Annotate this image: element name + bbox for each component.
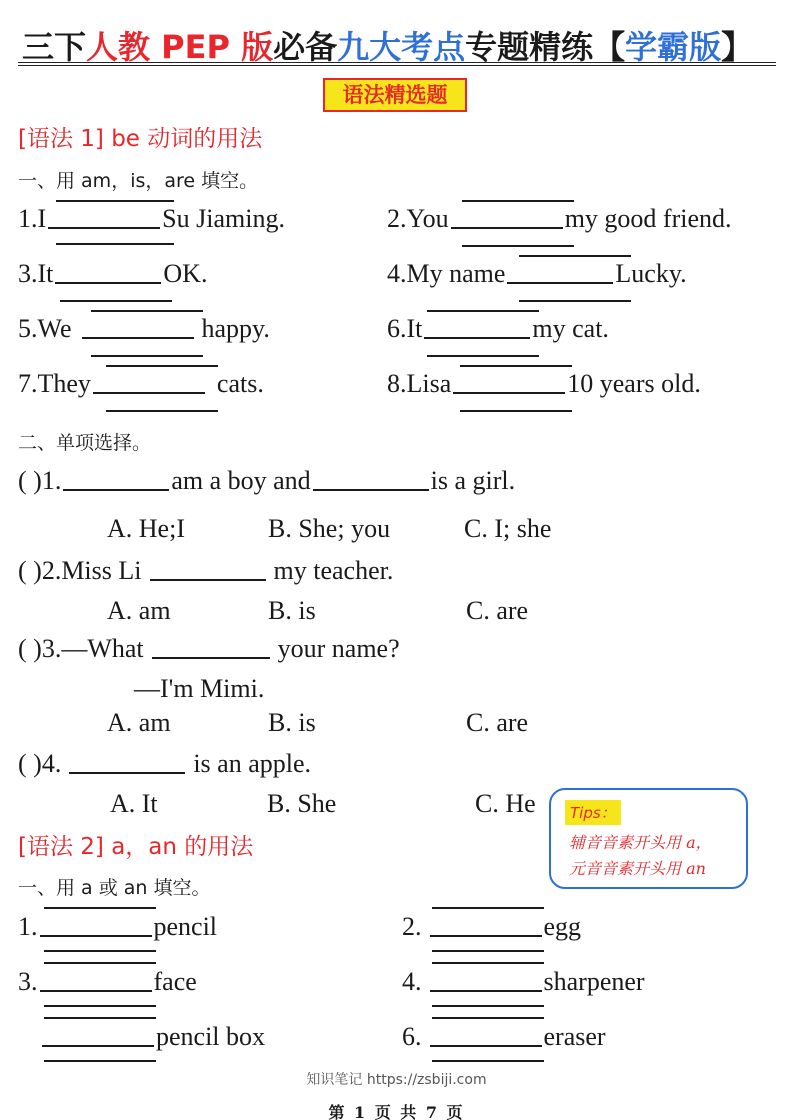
guide-line	[460, 365, 572, 367]
option-b[interactable]: B. She; you	[268, 514, 391, 543]
question-prefix: 2.You	[387, 204, 449, 233]
title-part-5: 专题精练【	[465, 28, 626, 66]
title-part-1: 三下	[22, 28, 87, 66]
question-suffix: my cat.	[532, 314, 609, 343]
answer-blank[interactable]	[313, 469, 429, 491]
option-a[interactable]: A. He;I	[107, 514, 185, 543]
guide-line	[427, 310, 539, 312]
answer-blank[interactable]	[430, 970, 542, 992]
section-2-part-1-heading: 一、用 a 或 an 填空。	[18, 877, 211, 899]
answer-blank[interactable]	[69, 752, 185, 774]
fill-question-5	[18, 314, 270, 344]
section-1-part-2-heading: 二、单项选择。	[18, 432, 152, 454]
section-1-part-1-heading: 一、用 am，is，are 填空。	[18, 170, 259, 192]
section-2-heading: [语法 2] a，an 的用法	[18, 834, 254, 860]
guide-line	[106, 410, 218, 412]
option-c[interactable]: C. He	[475, 789, 536, 818]
guide-line	[44, 950, 156, 952]
question-suffix: is an apple.	[193, 749, 312, 778]
fill-article-2	[402, 912, 581, 942]
guide-line	[44, 1060, 156, 1062]
subtitle-badge: 语法精选题	[323, 78, 467, 112]
answer-blank[interactable]	[451, 207, 563, 229]
guide-line	[519, 300, 631, 302]
tips-box	[549, 788, 748, 889]
question-prefix: 7.They	[18, 369, 91, 398]
guide-line	[432, 1005, 544, 1007]
mc-question-1	[18, 466, 515, 496]
answer-blank[interactable]	[82, 317, 194, 339]
question-suffix: Lucky.	[615, 259, 687, 288]
answer-blank[interactable]	[48, 207, 160, 229]
guide-line	[44, 907, 156, 909]
guide-line	[462, 200, 574, 202]
question-suffix: is a girl.	[430, 466, 516, 495]
guide-line	[432, 1060, 544, 1062]
question-prefix: 3.It	[18, 259, 54, 288]
fill-article-6	[402, 1022, 606, 1052]
question-suffix: sharpener	[543, 967, 645, 996]
fill-article-3	[18, 967, 197, 997]
watermark-url: 知识笔记 https://zsbiji.com	[306, 1072, 487, 1088]
tips-line-1: 辅音音素开头用 a，	[569, 833, 712, 852]
title-part-7: 】	[721, 28, 754, 66]
fill-question-4	[387, 259, 687, 289]
guide-line	[432, 907, 544, 909]
question-suffix: pencil box	[156, 1022, 266, 1051]
answer-blank[interactable]	[453, 372, 565, 394]
fill-article-4	[402, 967, 645, 997]
answer-line: —I'm Mimi.	[134, 674, 265, 703]
question-suffix: OK.	[163, 259, 208, 288]
question-suffix: face	[153, 967, 197, 996]
fill-question-6	[387, 314, 609, 344]
answer-blank[interactable]	[150, 559, 266, 581]
question-suffix: 10 years old.	[567, 369, 701, 398]
guide-line	[91, 355, 203, 357]
question-middle: am a boy and	[171, 466, 311, 495]
question-prefix: 3.	[18, 967, 38, 996]
question-prefix: 4.My name	[387, 259, 506, 288]
option-b[interactable]: B. She	[267, 789, 337, 818]
fill-article-5	[18, 1022, 265, 1052]
question-prefix: 1.I	[18, 204, 47, 233]
question-prefix: 5.We	[18, 314, 72, 343]
answer-blank[interactable]	[40, 970, 152, 992]
answer-blank[interactable]	[430, 915, 542, 937]
question-prefix: 6.	[402, 1022, 422, 1051]
guide-line	[44, 1017, 156, 1019]
option-a[interactable]: A. am	[107, 708, 171, 737]
option-b[interactable]: B. is	[268, 596, 316, 625]
question-prefix: 1.	[18, 912, 38, 941]
question-prefix: 4.	[402, 967, 422, 996]
question-suffix: eraser	[543, 1022, 606, 1051]
question-suffix: cats.	[216, 369, 264, 398]
question-suffix: my teacher.	[273, 556, 394, 585]
mc-question-4	[18, 749, 311, 779]
answer-blank[interactable]	[93, 372, 205, 394]
guide-line	[56, 200, 174, 202]
option-a[interactable]: A. am	[107, 596, 171, 625]
fill-question-1	[18, 204, 285, 234]
question-prefix: 2.	[402, 912, 422, 941]
question-prefix: ( )4.	[18, 749, 62, 778]
guide-line	[432, 962, 544, 964]
answer-blank[interactable]	[424, 317, 530, 339]
guide-line	[462, 245, 574, 247]
fill-article-1	[18, 912, 217, 942]
section-1-heading: [语法 1] be 动词的用法	[18, 126, 263, 152]
guide-line	[519, 255, 631, 257]
option-b[interactable]: B. is	[268, 708, 316, 737]
question-suffix: my good friend.	[564, 204, 732, 233]
answer-blank[interactable]	[430, 1025, 542, 1047]
guide-line	[91, 310, 203, 312]
answer-blank[interactable]	[40, 915, 152, 937]
answer-blank[interactable]	[63, 469, 169, 491]
fill-question-8	[387, 369, 701, 399]
guide-line	[106, 365, 218, 367]
title-underline	[18, 62, 776, 66]
tips-label: Tips：	[565, 800, 621, 825]
fill-question-7	[18, 369, 264, 399]
option-c[interactable]: C. are	[466, 596, 529, 625]
title-part-2: 人教 PEP 版	[86, 28, 274, 66]
answer-blank[interactable]	[55, 262, 161, 284]
question-suffix: pencil	[153, 912, 218, 941]
question-prefix: 8.Lisa	[387, 369, 452, 398]
fill-question-3	[18, 259, 207, 289]
mc-question-2	[18, 556, 393, 586]
option-a[interactable]: A. It	[110, 789, 158, 818]
question-suffix: Su Jiaming.	[162, 204, 285, 233]
answer-blank[interactable]	[507, 262, 613, 284]
guide-line	[460, 410, 572, 412]
fill-question-2	[387, 204, 732, 234]
page-number: 第 1 页 共 7 页	[328, 1103, 465, 1120]
guide-line	[56, 243, 174, 245]
option-c[interactable]: C. are	[466, 708, 529, 737]
title-part-3: 必备	[273, 28, 338, 66]
title-part-4: 九大考点	[337, 28, 466, 66]
mc-question-3	[18, 634, 400, 664]
guide-line	[44, 962, 156, 964]
question-suffix: egg	[543, 912, 582, 941]
guide-line	[427, 355, 539, 357]
question-prefix: ( )1.	[18, 466, 62, 495]
question-suffix: your name?	[277, 634, 400, 663]
question-prefix: ( )2.Miss Li	[18, 556, 142, 585]
answer-blank[interactable]	[42, 1025, 154, 1047]
question-prefix: 6.It	[387, 314, 423, 343]
guide-line	[60, 300, 172, 302]
answer-blank[interactable]	[152, 637, 270, 659]
guide-line	[44, 1005, 156, 1007]
option-c[interactable]: C. I; she	[464, 514, 552, 543]
guide-line	[432, 1017, 544, 1019]
title-part-6: 学霸版	[625, 28, 722, 66]
question-prefix: ( )3.—What	[18, 634, 144, 663]
guide-line	[432, 950, 544, 952]
question-suffix: happy.	[201, 314, 270, 343]
tips-line-2: 元音音素开头用 an	[569, 859, 706, 878]
